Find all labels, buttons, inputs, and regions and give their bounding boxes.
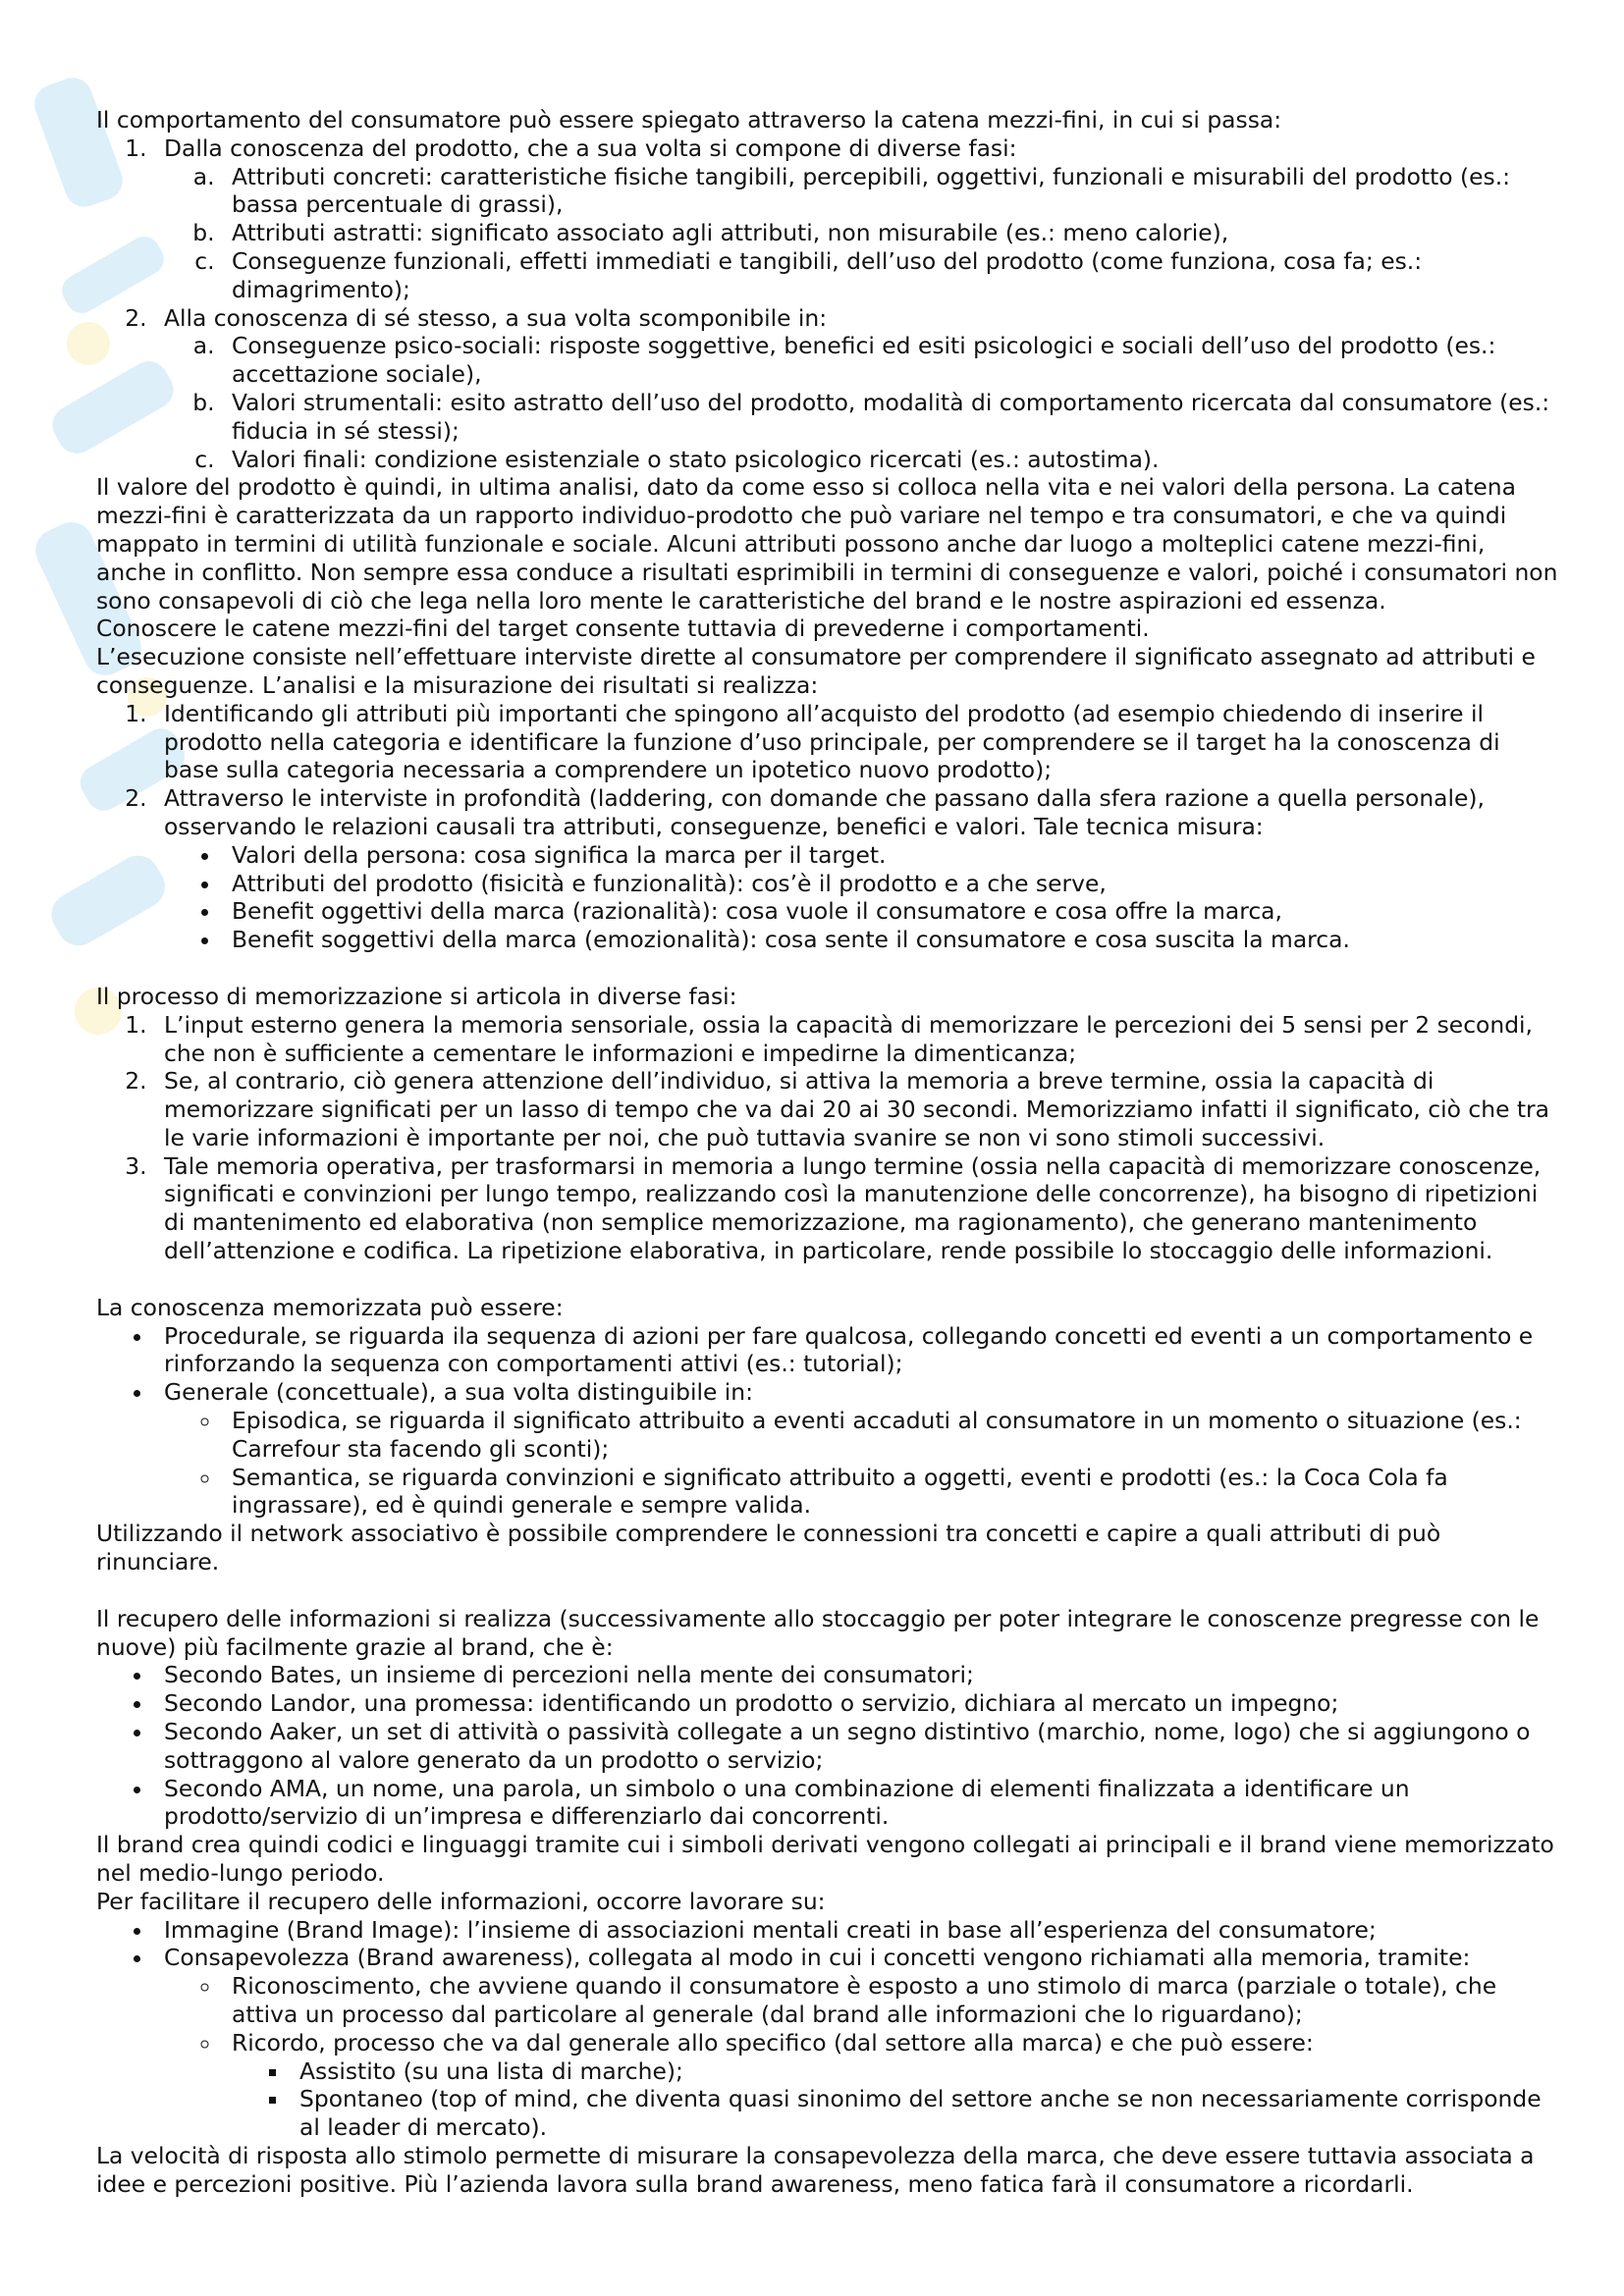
list-item: 1. Dalla conoscenza del prodotto, che a sua volta si compone di diverse fasi: a. Attributi concreti: caratteristiche fisiche tangibili, percepibili, oggettivi, funzionali e misurabili del prodotto (es.: bassa percentuale di grassi), b. Attributi astratti: significato associato agli attributi, non misurabile (es.: meno calorie), c. Conseguenze funzionali, effetti immediati e tangibili, dell’uso del prodotto (come funziona, cosa fa; es.: dimagrimento); <box>154 134 1559 304</box>
list-item: • Benefit oggettivi della marca (razionalità): cosa vuole il consumatore e cosa offre la marca, <box>222 897 1559 926</box>
brand-levers <box>96 1916 1559 2142</box>
paragraph: Il processo di memorizzazione si articola in diverse fasi: <box>96 982 737 1010</box>
sublist <box>164 332 1559 473</box>
means-end-steps <box>96 134 1559 474</box>
sublist <box>232 2057 1559 2142</box>
list-item: ◦ Ricordo, processo che va dal generale allo specifico (dal settore alla marca) e che può essere: ▪ Assistito (su una lista di marche); ▪ Spontaneo (top of mind, che diventa quasi sinonimo del settore anche se non necessariamente corrisponde al leader di mercato). <box>222 2029 1559 2142</box>
list-item: • Procedurale, se riguarda ila sequenza di azioni per fare qualcosa, collegando concetti ed eventi a un comportamento e rinforzando la sequenza con comportamenti attivi (es.: tutorial); <box>154 1322 1559 1379</box>
list-item: c. Valori finali: condizione esistenziale o stato psicologico ricercati (es.: autostima). <box>222 446 1559 474</box>
list-item: ▪ Assistito (su una lista di marche); <box>290 2057 1559 2086</box>
list-item: • Valori della persona: cosa significa la marca per il target. <box>222 841 1559 870</box>
list-item: a. Attributi concreti: caratteristiche fisiche tangibili, percepibili, oggettivi, funzionali e misurabili del prodotto (es.: bassa percentuale di grassi), <box>222 163 1559 220</box>
paragraph: Il valore del prodotto è quindi, in ultima analisi, dato da come esso si colloca nella vita e nei valori della persona. La catena mezzi-fini è caratterizzata da un rapporto individuo-prodotto che può variare nel tempo e tra consumatori, e che va quindi mappato in termini di utilità funzionale e sociale. Alcuni attributi possono anche dar luogo a molteplici catene mezzi-fini, anche in conflitto. Non sempre essa conduce a risultati esprimibili in termini di conseguenze e valori, poiché i consumatori non sono consapevoli di ciò che lega nella loro mente le caratteristiche del brand e le nostre aspirazioni ed essenza. <box>96 473 1558 614</box>
list-item: 1. L’input esterno genera la memoria sensoriale, ossia la capacità di memorizzare le percezioni dei 5 sensi per 2 secondi, che non è sufficiente a cementare le informazioni e impedirne la dimenticanza; <box>154 1011 1559 1068</box>
list-item: ▪ Spontaneo (top of mind, che diventa quasi sinonimo del settore anche se non necessariamente corrisponde al leader di mercato). <box>290 2085 1559 2142</box>
paragraph: Per facilitare il recupero delle informazioni, occorre lavorare su: <box>96 1887 826 1915</box>
list-item: c. Conseguenze funzionali, effetti immediati e tangibili, dell’uso del prodotto (come funziona, cosa fa; es.: dimagrimento); <box>222 247 1559 304</box>
list-item: • Immagine (Brand Image): l’insieme di associazioni mentali creati in base all’esperienza del consumatore; <box>154 1916 1559 1945</box>
sublist <box>164 163 1559 304</box>
paragraph: Il recupero delle informazioni si realizza (successivamente allo stoccaggio per poter integrare le conoscenze pregresse con le nuove) più facilmente grazie al brand, che è: <box>96 1604 1540 1661</box>
sublist <box>164 1972 1559 2142</box>
paragraph: Il comportamento del consumatore può essere spiegato attraverso la catena mezzi-fini, in cui si passa: <box>96 106 1282 133</box>
analysis-list <box>96 700 1559 954</box>
list-item: ◦ Episodica, se riguarda il significato attribuito a eventi accaduti al consumatore in un momento o situazione (es.: Carrefour sta facendo gli sconti); <box>222 1407 1559 1464</box>
list-item: a. Conseguenze psico-sociali: risposte soggettive, benefici ed esiti psicologici e sociali dell’uso del prodotto (es.: accettazione sociale), <box>222 332 1559 389</box>
brand-definitions <box>96 1661 1559 1831</box>
knowledge-types <box>96 1322 1559 1521</box>
sublist <box>164 841 1559 954</box>
paragraph: Il brand crea quindi codici e linguaggi tramite cui i simboli derivati vengono collegati ai principali e il brand viene memorizzato nel medio-lungo periodo. <box>96 1831 1554 1888</box>
list-item: 3. Tale memoria operativa, per trasformarsi in memoria a lungo termine (ossia nella capacità di memorizzare conoscenze, significati e convinzioni per lungo tempo, realizzando così la manutenzione delle concorrenze), ha bisogno di ripetizioni di mantenimento ed elaborativa (non semplice memorizzazione, ma ragionamento), che generano mantenimento dell’attenzione e codifica. La ripetizione elaborativa, in particolare, rende possibile lo stoccaggio delle informazioni. <box>154 1152 1559 1265</box>
list-item: • Benefit soggettivi della marca (emozionalità): cosa sente il consumatore e cosa suscita la marca. <box>222 926 1559 954</box>
paragraph: Conoscere le catene mezzi-fini del target consente tuttavia di prevederne i comportamenti. <box>96 614 1150 643</box>
list-item: ◦ Semantica, se riguarda convinzioni e significato attribuito a oggetti, eventi e prodotti (es.: la Coca Cola fa ingrassare), ed è quindi generale e sempre valida. <box>222 1464 1559 1521</box>
list-item: • Generale (concettuale), a sua volta distinguibile in: ◦ Episodica, se riguarda il significato attribuito a eventi accaduti al consumatore in un momento o situazione (es.: Carrefour sta facendo gli sconti); ◦ Semantica, se riguarda convinzioni e significato attribuito a oggetti, eventi e prodotti (es.: la Coca Cola fa ingrassare), ed è quindi generale e sempre valida. <box>154 1378 1559 1520</box>
list-item: 2. Attraverso le interviste in profondità (laddering, con domande che passano dalla sfera razione a quella personale), osservando le relazioni causali tra attributi, conseguenze, benefici e valori. Tale tecnica misura: • Valori della persona: cosa significa la marca per il target. • Attributi del prodotto (fisicità e funzionalità): cos’è il prodotto e a che serve, • Benefit oggettivi della marca (razionalità): cosa vuole il consumatore e cosa offre la marca, • Benefit soggettivi della marca (emozionalità): cosa sente il consumatore e cosa suscita la marca. <box>154 784 1559 954</box>
list-item: • Secondo Landor, una promessa: identificando un prodotto o servizio, dichiara al mercato un impegno; <box>154 1689 1559 1718</box>
list-item: 2. Alla conoscenza di sé stesso, a sua volta scomponibile in: a. Conseguenze psico-sociali: risposte soggettive, benefici ed esiti psicologici e sociali dell’uso del prodotto (es.: accettazione sociale), b. Valori strumentali: esito astratto dell’uso del prodotto, modalità di comportamento ricercata dal consumatore (es.: fiducia in sé stessi); c. Valori finali: condizione esistenziale o stato psicologico ricercati (es.: autostima). <box>154 304 1559 474</box>
list-item: • Attributi del prodotto (fisicità e funzionalità): cos’è il prodotto e a che serve, <box>222 870 1559 898</box>
list-item: 1. Identificando gli attributi più importanti che spingono all’acquisto del prodotto (ad esempio chiedendo di inserire il prodotto nella categoria e identificare la funzione d’uso principale, per comprendere se il target ha la conoscenza di base sulla categoria necessaria a comprendere un ipotetico nuovo prodotto); <box>154 700 1559 784</box>
list-item: ◦ Riconoscimento, che avviene quando il consumatore è esposto a uno stimolo di marca (parziale o totale), che attiva un processo dal particolare al generale (dal brand alle informazioni che lo riguardano); <box>222 1972 1559 2029</box>
list-item: • Secondo Aaker, un set di attività o passività collegate a un segno distintivo (marchio, nome, logo) che si aggiungono o sottraggono al valore generato da un prodotto o servizio; <box>154 1718 1559 1775</box>
paragraph: La conoscenza memorizzata può essere: <box>96 1293 564 1321</box>
sublist <box>164 1407 1559 1520</box>
list-item: • Secondo AMA, un nome, una parola, un simbolo o una combinazione di elementi finalizzata a identificare un prodotto/servizio di un’impresa e differenziarlo dai concorrenti. <box>154 1775 1559 1832</box>
list-item: • Consapevolezza (Brand awareness), collegata al modo in cui i concetti vengono richiamati alla memoria, tramite: ◦ Riconoscimento, che avviene quando il consumatore è esposto a uno stimolo di marca (parziale o totale), che attiva un processo dal particolare al generale (dal brand alle informazioni che lo riguardano); ◦ Ricordo, processo che va dal generale allo specifico (dal settore alla marca) e che può essere: ▪ Assistito (su una lista di marche); ▪ Spontaneo (top of mind, che diventa quasi sinonimo del settore anche se non necessariamente corrisponde al leader di mercato). <box>154 1944 1559 2142</box>
list-item: • Secondo Bates, un insieme di percezioni nella mente dei consumatori; <box>154 1661 1559 1689</box>
list-item: 2. Se, al contrario, ciò genera attenzione dell’individuo, si attiva la memoria a breve termine, ossia la capacità di memorizzare significati per un lasso di tempo che va dai 20 ai 30 secondi. Memorizziamo infatti il significato, ciò che tra le varie informazioni è importante per noi, che può tuttavia svanire se non vi sono stimoli successivi. <box>154 1067 1559 1151</box>
paragraph: La velocità di risposta allo stimolo permette di misurare la consapevolezza della marca, che deve essere tuttavia associata a idee e percezioni positive. Più l’azienda lavora sulla brand awareness, meno fatica farà il consumatore a ricordarli. <box>96 2141 1535 2198</box>
list-item: b. Attributi astratti: significato associato agli attributi, non misurabile (es.: meno calorie), <box>222 219 1559 247</box>
memory-phases <box>96 1011 1559 1265</box>
paragraph: L’esecuzione consiste nell’effettuare interviste dirette al consumatore per comprendere il significato assegnato ad attributi e conseguenze. L’analisi e la misurazione dei risultati si realizza: <box>96 643 1536 699</box>
paragraph: Utilizzando il network associativo è possibile comprendere le connessioni tra concetti e capire a quali attributi di può rinunciare. <box>96 1520 1441 1576</box>
document-page <box>96 106 1559 2199</box>
list-item: b. Valori strumentali: esito astratto dell’uso del prodotto, modalità di comportamento ricercata dal consumatore (es.: fiducia in sé stessi); <box>222 389 1559 446</box>
